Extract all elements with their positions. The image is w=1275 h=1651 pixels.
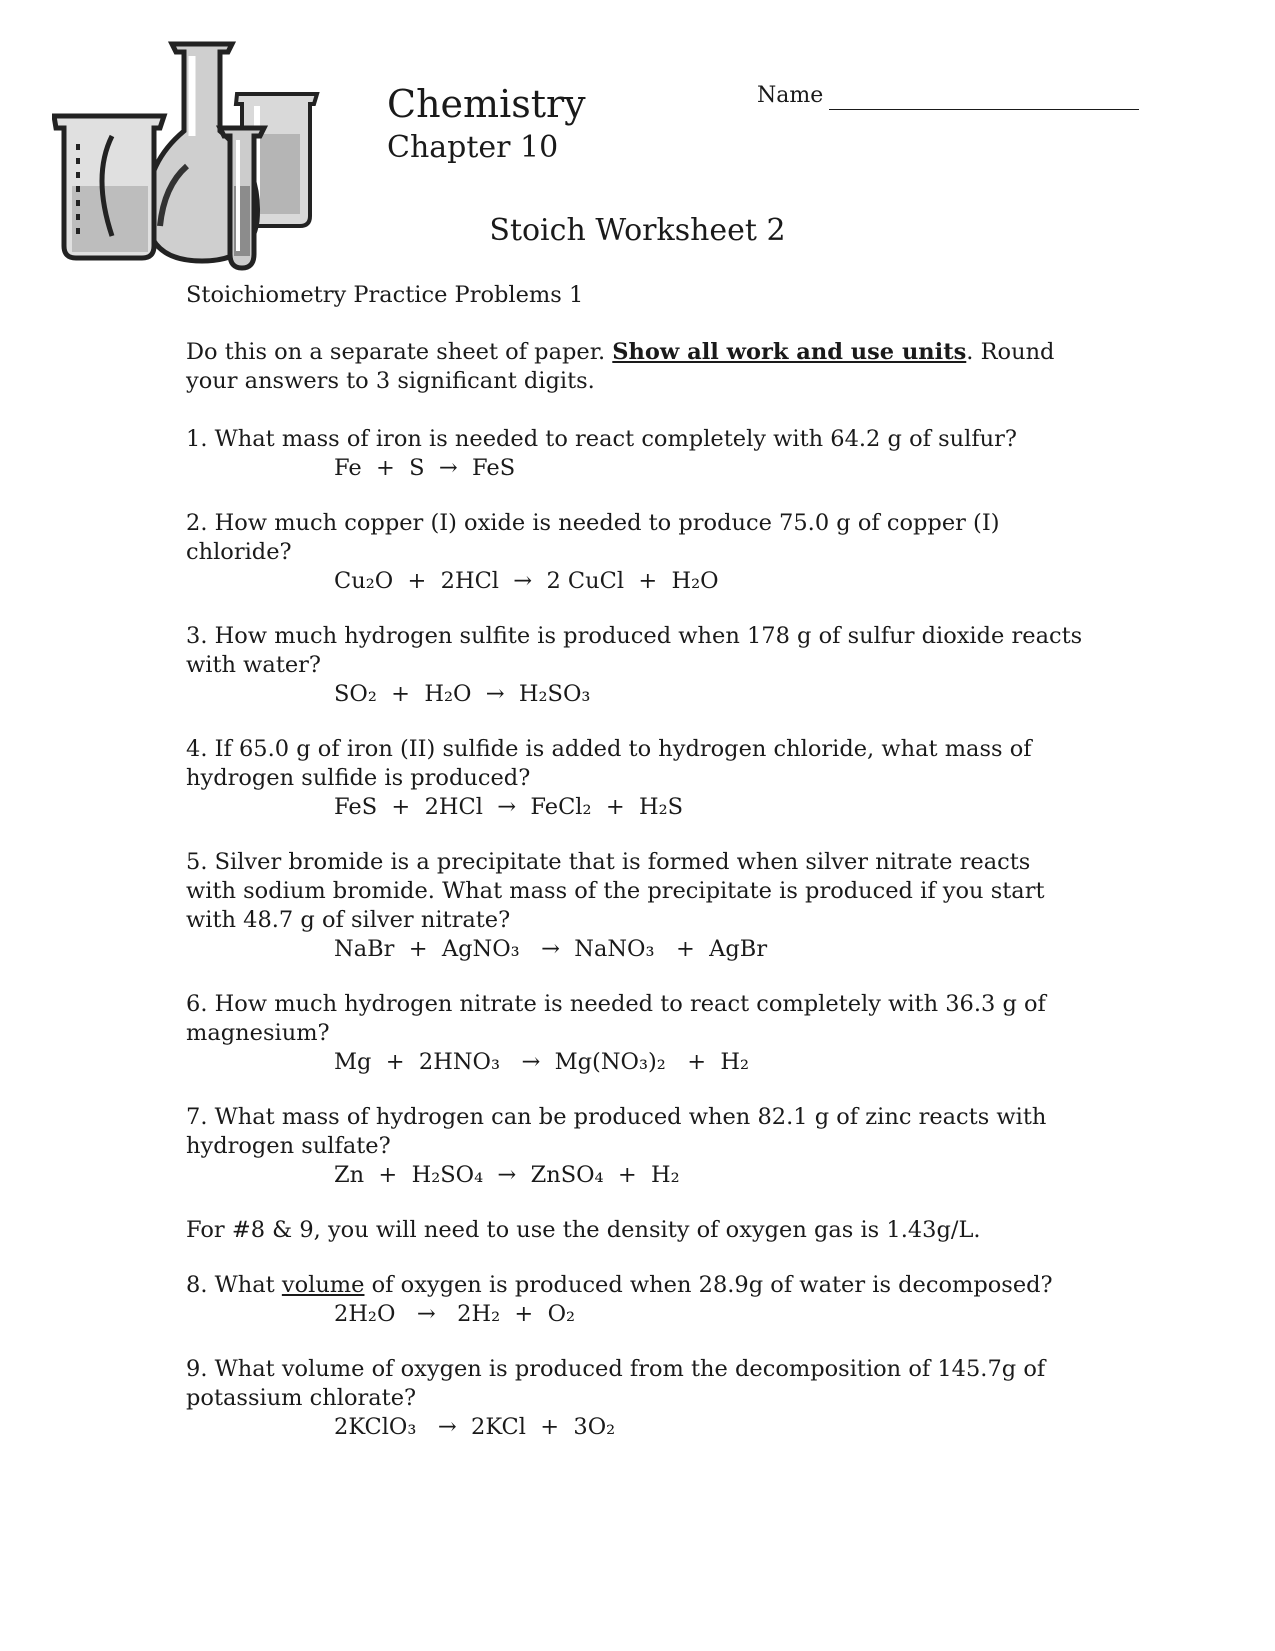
problem-question: 2. How much copper (I) oxide is needed to produce 75.0 g of copper (I) chloride? xyxy=(186,510,1000,565)
instructions-text-end: . Round your answers to 3 significant digits. xyxy=(186,339,1055,394)
problem-question: 5. Silver bromide is a precipitate that is formed when silver nitrate reacts with sodium bromide. What mass of the precipitate is produced if you start with 48.7 g of silver nitrate? xyxy=(186,849,1045,933)
chapter-label: Chapter 10 xyxy=(387,130,559,165)
problem-equation: Cu₂O + 2HCl → 2 CuCl + H₂O xyxy=(334,568,719,594)
problem-8 xyxy=(186,1271,1086,1329)
instructions xyxy=(186,338,1086,396)
problem-equation: 2KClO₃ → 2KCl + 3O₂ xyxy=(334,1414,616,1440)
problem-question: 4. If 65.0 g of iron (II) sulfide is added to hydrogen chloride, what mass of hydrogen sulfide is produced? xyxy=(186,736,1032,791)
problem-8-underlined-word: volume xyxy=(281,1272,365,1298)
problem-question: 9. What volume of oxygen is produced from the decomposition of 145.7g of potassium chlorate? xyxy=(186,1356,1046,1411)
problem-question xyxy=(186,1271,1086,1300)
problem-2 xyxy=(186,509,1086,596)
problem-7 xyxy=(186,1103,1086,1190)
instructions-text-start: Do this on a separate sheet of paper. xyxy=(186,339,613,365)
density-note: For #8 & 9, you will need to use the density of oxygen gas is 1.43g/L. xyxy=(186,1217,981,1243)
problem-8-suffix: of oxygen is produced when 28.9g of water is decomposed? xyxy=(364,1272,1053,1298)
problem-9 xyxy=(186,1355,1086,1442)
course-title: Chemistry xyxy=(387,82,586,126)
instructions-emphasis: Show all work and use units xyxy=(612,339,967,365)
problem-equation: Fe + S → FeS xyxy=(334,455,516,481)
problem-question: 6. How much hydrogen nitrate is needed to react completely with 36.3 g of magnesium? xyxy=(186,991,1046,1046)
worksheet-title: Stoich Worksheet 2 xyxy=(489,213,786,248)
problem-list xyxy=(186,425,1086,1442)
problem-5 xyxy=(186,848,1086,964)
problem-question: 1. What mass of iron is needed to react completely with 64.2 g of sulfur? xyxy=(186,426,1017,452)
problem-equation: Zn + H₂SO₄ → ZnSO₄ + H₂ xyxy=(334,1162,680,1188)
problem-equation: SO₂ + H₂O → H₂SO₃ xyxy=(334,681,591,707)
problem-6 xyxy=(186,990,1086,1077)
problem-question: 3. How much hydrogen sulfite is produced when 178 g of sulfur dioxide reacts with water? xyxy=(186,623,1083,678)
problem-1 xyxy=(186,425,1086,483)
problem-4 xyxy=(186,735,1086,822)
problem-equation: FeS + 2HCl → FeCl₂ + H₂S xyxy=(334,794,684,820)
problem-8-prefix: 8. What xyxy=(186,1272,282,1298)
practice-subtitle: Stoichiometry Practice Problems 1 xyxy=(186,282,584,308)
problem-equation: NaBr + AgNO₃ → NaNO₃ + AgBr xyxy=(334,936,768,962)
problem-question: 7. What mass of hydrogen can be produced when 82.1 g of zinc reacts with hydrogen sulfate? xyxy=(186,1104,1047,1159)
problem-3 xyxy=(186,622,1086,709)
name-blank-line[interactable] xyxy=(829,87,1139,110)
problem-equation: Mg + 2HNO₃ → Mg(NO₃)₂ + H₂ xyxy=(334,1049,750,1075)
name-label: Name xyxy=(757,83,824,108)
problem-equation: 2H₂O → 2H₂ + O₂ xyxy=(334,1301,576,1327)
name-field[interactable] xyxy=(757,82,1139,110)
